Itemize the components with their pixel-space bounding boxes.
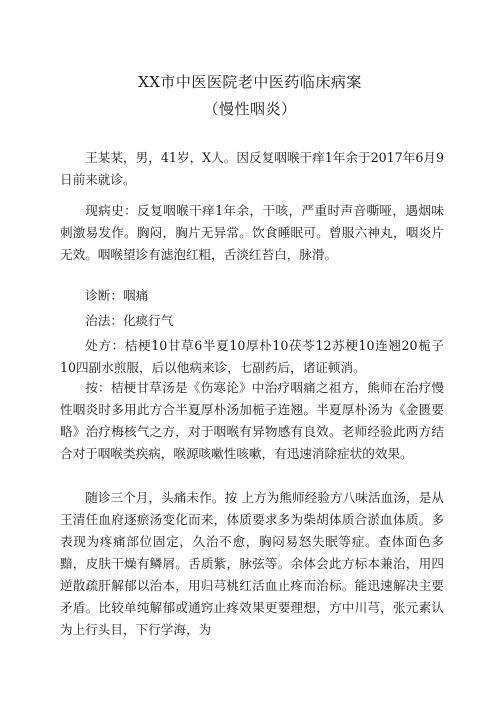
- paragraph-treatment: 治法：化痰行气: [85, 313, 174, 328]
- paragraph-prescription: 处方：桔梗10甘草6半夏10厚朴10茯苓12苏梗10连翘20栀子10四副水煎服，后以他病来诊，七副药后，诸证顿消。: [60, 338, 444, 375]
- paragraph-commentary: 按：桔梗甘草汤是《伤寒论》中治疗咽痛之祖方，熊师在治疗慢性咽炎时多用此方合半夏厚朴汤加栀子连翘。半夏厚朴汤为《金匮要略》治疗梅核气之方，对于咽喉有异物感有良效。老师经验此两方结合对于咽喉类疾病，喉源咳嗽性咳嗽，有迅速消除症状的效果。: [60, 380, 444, 461]
- document-title: XX市中医医院老中医药临床病案: [138, 73, 362, 91]
- document-subtitle: （慢性咽炎）: [203, 100, 297, 118]
- paragraph-intro: 王某某，男，41岁，X人。因反复咽喉干痒1年余于2017年6月9日前来就诊。: [60, 150, 444, 187]
- paragraph-followup: 随诊三个月，头痛未作。按 上方为熊师经验方八味活血汤，是从王清任血府逐瘀汤变化而来，体质要求多为柴胡体质合淤血体质。多表现为疼痛部位固定，久治不愈，胸闷易怒失眠等症。查体面色多黯，皮肤干燥有鳞屑。舌质紫，脉弦等。余体会此方标本兼治，用四逆散疏肝解郁以治本，用归芎桃红活血止疼而治标。能迅速解决主要矛盾。比较单纯解郁或通窍止疼效果更要理想，方中川芎，张元素认为上行头目，下行学海，为: [60, 490, 444, 637]
- paragraph-history: 现病史：反复咽喉干痒1年余，干咳，严重时声音嘶哑，遇烟味刺激易发作。胸闷，胸片无异常。饮食睡眠可。曾服六神丸，咽炎片无效。咽喉望诊有滤泡红粗，舌淡红苔白，脉滑。: [60, 203, 444, 262]
- paragraph-diagnosis: 诊断：咽痛: [85, 288, 149, 303]
